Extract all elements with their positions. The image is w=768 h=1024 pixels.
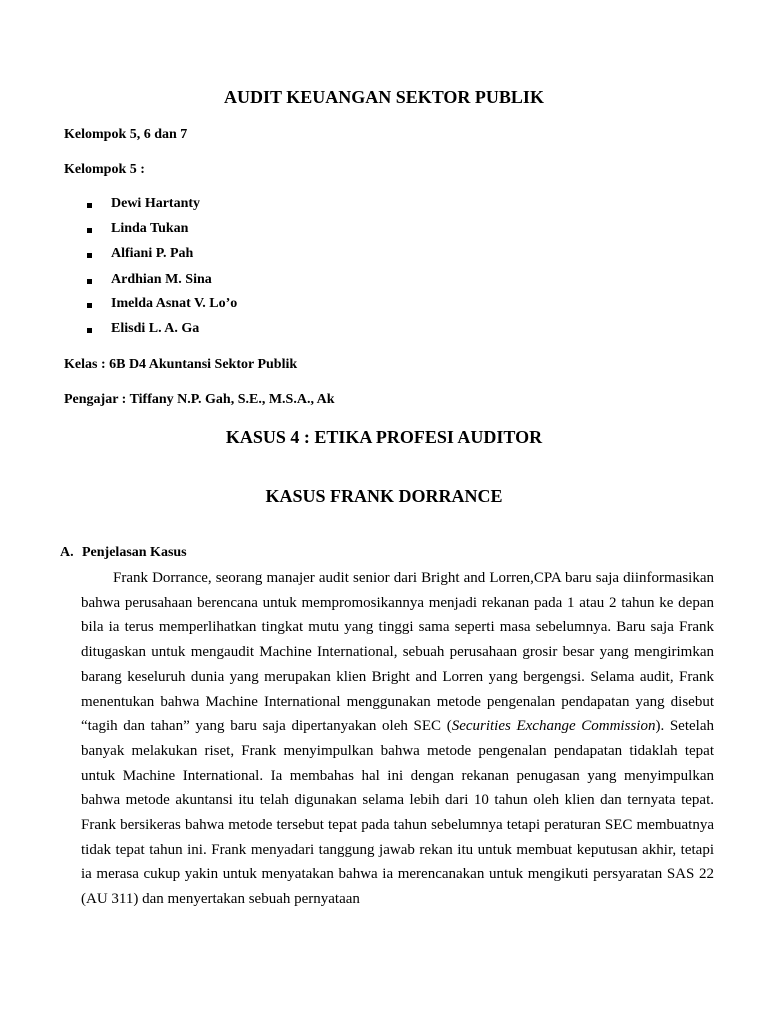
section-a-marker: A. (60, 545, 74, 560)
bullet-square-icon (87, 203, 92, 208)
bullet-square-icon (87, 279, 92, 284)
member-item: Linda Tukan (111, 221, 189, 236)
bullet-square-icon (87, 228, 92, 233)
pengajar-line: Pengajar : Tiffany N.P. Gah, S.E., M.S.A., Ak (64, 392, 335, 407)
member-item: Imelda Asnat V. Lo’o (111, 296, 238, 311)
kelompok-all-line: Kelompok 5, 6 dan 7 (64, 127, 188, 142)
case-subtitle: KASUS FRANK DORRANCE (265, 486, 503, 506)
bullet-square-icon (87, 303, 92, 308)
document-title: AUDIT KEUANGAN SEKTOR PUBLIK (224, 87, 544, 107)
member-item: Elisdi L. A. Ga (111, 321, 200, 336)
bullet-square-icon (87, 253, 92, 258)
case-paragraph-italic: Securities Exchange Commission (451, 718, 656, 735)
case-paragraph-part-1: Frank Dorrance, seorang manajer audit senior dari Bright and Lorren,CPA baru saja diinformasikan bahwa perusahaan berencana untuk mempromosikannya menjadi rekanan pada 1 atau 2 tahun ke depan bila ia terus memperlihatkan tingkat mutu yang tinggi sama seperti masa sebelumnya. Baru saja Frank ditugaskan untuk mengaudit Machine International, sebuah perusahaan grosir besar yang mengirimkan barang keseluruh dunia yang merupakan klien Bright and Lorren yang bergengsi. Selama audit, Frank menentukan bahwa Machine International menggunakan metode pengenalan pendapatan yang disebut “tagih dan tahan” yang baru saja dipertanyakan oleh SEC ( (81, 570, 714, 735)
case-paragraph (81, 566, 714, 912)
member-item: Ardhian M. Sina (111, 272, 212, 287)
member-item: Alfiani P. Pah (111, 246, 194, 261)
case-title: KASUS 4 : ETIKA PROFESI AUDITOR (225, 427, 543, 447)
case-paragraph-part-2: ). Setelah banyak melakukan riset, Frank menyimpulkan bahwa metode pengenalan pendapatan tidaklah tepat untuk Machine International. Ia membahas hal ini dengan rekanan penugasan yang menyimpulkan bahwa metode akuntansi itu telah digunakan selama lebih dari 10 tahun oleh klien dan ternyata tepat. Frank bersikeras bahwa metode tersebut tepat pada tahun sebelumnya tetapi peraturan SEC membuatnya tidak tepat tahun ini. Frank menyadari tanggung jawab rekan itu untuk membuat keputusan akhir, tetapi ia merasa cukup yakin untuk menyatakan bahwa ia merencanakan untuk mengikuti persyaratan SAS 22 (AU 311) dan menyertakan sebuah pernyataan (81, 718, 714, 908)
bullet-square-icon (87, 328, 92, 333)
member-item: Dewi Hartanty (111, 196, 201, 211)
kelompok-5-label: Kelompok 5 : (64, 162, 145, 177)
section-a-heading: Penjelasan Kasus (82, 545, 187, 560)
kelas-line: Kelas : 6B D4 Akuntansi Sektor Publik (64, 357, 298, 372)
